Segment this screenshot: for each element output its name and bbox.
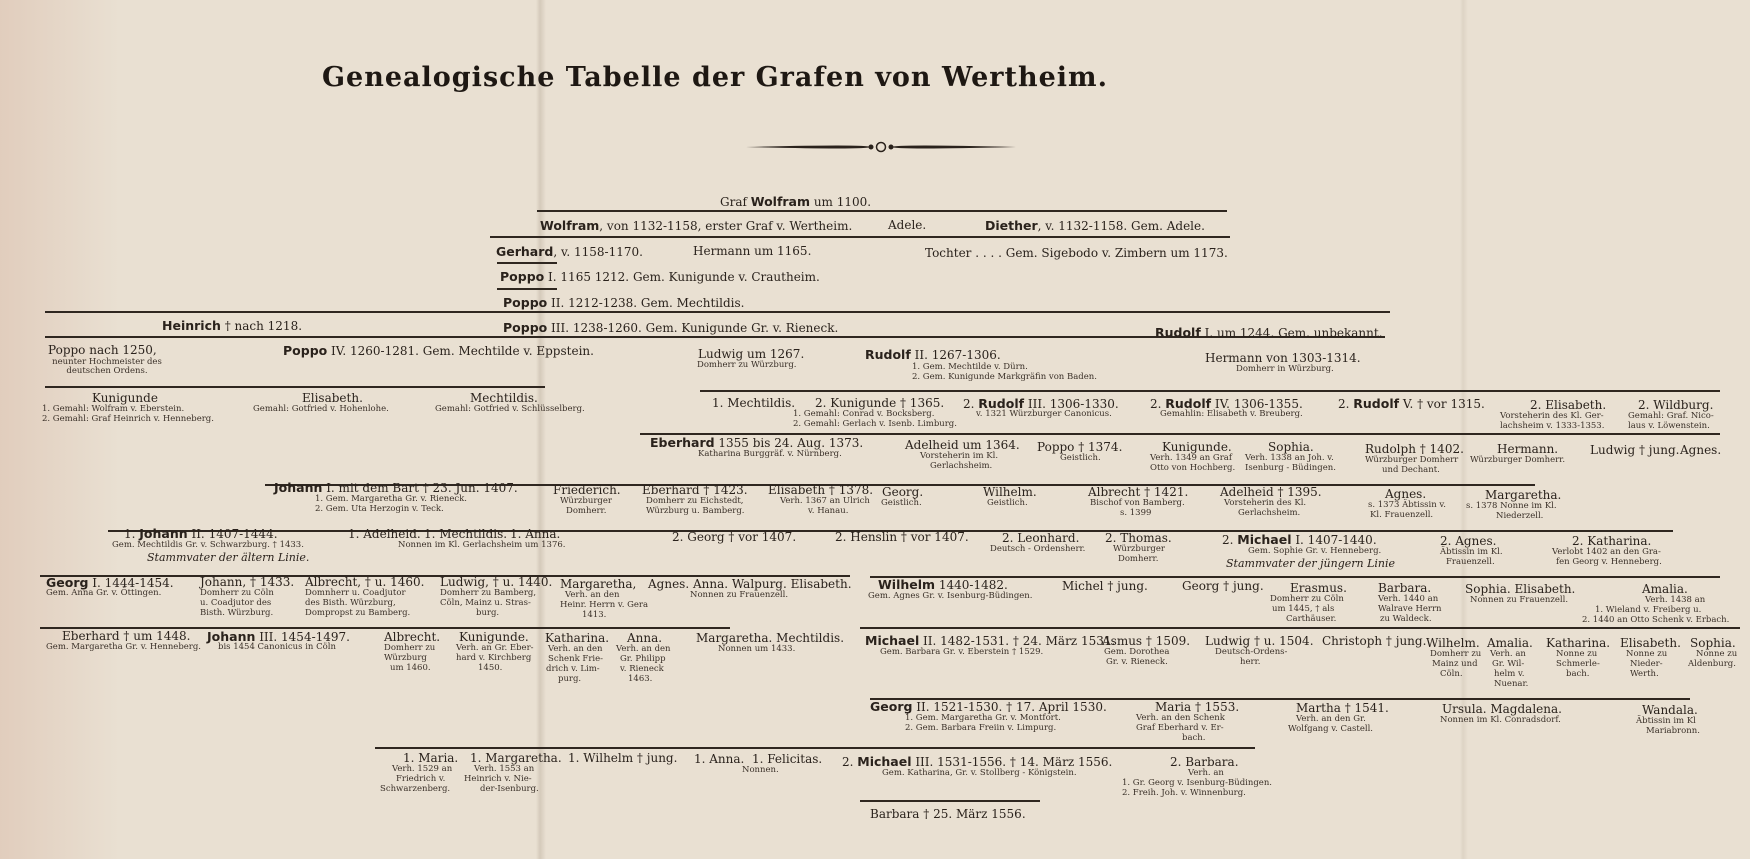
person-friederich: Friederich. bbox=[553, 483, 621, 497]
person-christoph: Christoph † jung. bbox=[1322, 634, 1427, 648]
note: v. Rieneck bbox=[620, 664, 664, 674]
note: neunter Hochmeister des deutschen Ordens. bbox=[52, 357, 162, 376]
note: Äbtissin im Kl bbox=[1636, 716, 1696, 726]
person-amalia-2: Amalia. bbox=[1487, 636, 1533, 650]
person-wandala: Wandala. bbox=[1642, 703, 1698, 717]
note: s. 1378 Nonne im Kl. bbox=[1466, 501, 1557, 511]
note: Carthäuser. bbox=[1286, 614, 1337, 624]
note: burg. bbox=[476, 608, 500, 618]
gen-line bbox=[700, 390, 1720, 392]
note: s. 1373 Äbtissin v. bbox=[1368, 500, 1446, 510]
person-wilhelm-jung: 1. Wilhelm † jung. bbox=[568, 751, 678, 765]
gen-line bbox=[860, 627, 1740, 629]
person-margaretha-3: 1. Margaretha. bbox=[470, 751, 562, 765]
note: 1. Gemahl: Wolfram v. Eberstein. bbox=[42, 404, 185, 414]
note: v. Hanau. bbox=[808, 506, 849, 516]
note: um 1460. bbox=[390, 663, 431, 673]
gen-line bbox=[537, 210, 1227, 212]
note: Gem. Anna Gr. v. Öttingen. bbox=[46, 588, 162, 598]
note: Nonne zu bbox=[1696, 649, 1738, 659]
person-mechtildis-1: 1. Mechtildis. bbox=[712, 396, 796, 410]
note: drich v. Lim- bbox=[546, 664, 600, 674]
note: Verh. an den bbox=[616, 644, 671, 654]
person-albrecht: Albrecht. bbox=[384, 630, 441, 644]
note: Dompropst zu Bamberg. bbox=[305, 608, 411, 618]
person-elisabeth-1378: Elisabeth † 1378. bbox=[768, 483, 874, 497]
gen-line bbox=[860, 800, 1040, 802]
person-asmus: Asmus † 1509. bbox=[1102, 634, 1191, 648]
note: Verh. 1440 an bbox=[1378, 594, 1439, 604]
note: Vorsteherin des Kl. Ger- bbox=[1500, 411, 1604, 421]
person-johann-1433: Johann, † 1433. bbox=[200, 575, 295, 589]
note: Verh. an den bbox=[565, 590, 620, 600]
note: des Bisth. Würzburg, bbox=[305, 598, 396, 608]
note: Walrave Herrn bbox=[1378, 604, 1442, 614]
person-agnes-2: Agnes. bbox=[1385, 487, 1427, 501]
title-ornament bbox=[746, 140, 1016, 154]
note: Würzburg u. Bamberg. bbox=[646, 506, 745, 516]
person-rudolf-4: 2. Rudolf IV. 1306-1355. bbox=[1150, 396, 1303, 411]
person-ludwig-1504: Ludwig † u. 1504. bbox=[1205, 634, 1314, 648]
note: Cöln. bbox=[1440, 669, 1463, 679]
note: Kl. Frauenzell. bbox=[1370, 510, 1434, 520]
note: u. Coadjutor des bbox=[200, 598, 272, 608]
person-diether: Diether, v. 1132-1158. Gem. Adele. bbox=[985, 218, 1205, 233]
person-rudolf-1: Rudolf I. um 1244. Gem. unbekannt. bbox=[1155, 325, 1383, 340]
person-barbara-2: 2. Barbara. bbox=[1170, 755, 1239, 769]
gen-line bbox=[45, 311, 1390, 313]
note: bis 1454 Canonicus in Cöln bbox=[218, 642, 336, 652]
note: Verh. 1553 an bbox=[474, 764, 535, 774]
person-michael-2: Michael II. 1482-1531. † 24. März 1531. bbox=[865, 633, 1116, 648]
person-poppo-2: Poppo II. 1212-1238. Gem. Mechtildis. bbox=[503, 295, 745, 310]
person-mechtildis: Mechtildis. bbox=[470, 391, 538, 405]
note: Gr. Philipp bbox=[620, 654, 666, 664]
note: Gem. Katharina, Gr. v. Stollberg - Königstein. bbox=[882, 768, 1077, 778]
note: Gemahlin: Elisabeth v. Breuberg. bbox=[1160, 409, 1303, 419]
person-albrecht-1460: Albrecht, † u. 1460. bbox=[305, 575, 425, 589]
person-michel-jung: Michel † jung. bbox=[1062, 579, 1148, 593]
note: Domherr zu Eichstedt, bbox=[646, 496, 744, 506]
note: Gemahl: Graf. Nico- bbox=[1628, 411, 1714, 421]
note: 1. Gem. Mechtilde v. Dürn. bbox=[912, 362, 1028, 372]
person-wolfram: Wolfram, von 1132-1158, erster Graf v. Wertheim. bbox=[540, 218, 853, 233]
note: Domherr in Würzburg. bbox=[1236, 364, 1334, 374]
person-erasmus: Erasmus. bbox=[1290, 581, 1347, 595]
person-poppo-1374: Poppo † 1374. bbox=[1037, 440, 1123, 454]
note: Bisth. Würzburg. bbox=[200, 608, 274, 618]
person-adelheid: 1. Adelheid. bbox=[348, 527, 421, 541]
note: Gem. Sophie Gr. v. Henneberg. bbox=[1248, 546, 1382, 556]
note: Niederzell. bbox=[1496, 511, 1544, 521]
note: Aldenburg. bbox=[1688, 659, 1736, 669]
person-henslin: 2. Henslin † vor 1407. bbox=[835, 530, 969, 544]
note: Domherr. bbox=[1118, 554, 1159, 564]
note: Gem. Mechtildis Gr. v. Schwarzburg. † 1433. bbox=[112, 540, 304, 550]
person-ludwig-jung: Ludwig † jung. bbox=[1590, 443, 1680, 457]
note: 2. Gemahl: Graf Heinrich v. Henneberg. bbox=[42, 414, 214, 424]
person-sophia-elisabeth: Sophia. Elisabeth. bbox=[1465, 582, 1576, 596]
note: Domherr. bbox=[566, 506, 607, 516]
note: 2. Gem. Uta Herzogin v. Teck. bbox=[315, 504, 444, 514]
note: Nonnen um 1433. bbox=[718, 644, 796, 654]
person-thomas: 2. Thomas. bbox=[1105, 531, 1172, 545]
note: Nonne zu bbox=[1626, 649, 1668, 659]
person-kunigunde-3: Kunigunde. bbox=[1162, 440, 1232, 454]
note: Nuenar. bbox=[1494, 679, 1529, 689]
gen-line bbox=[45, 386, 545, 388]
note: Nonnen im Kl. Gerlachsheim um 1376. bbox=[398, 540, 566, 550]
note: Schmerle- bbox=[1556, 659, 1600, 669]
note: 2. Gem. Barbara Freiin v. Limpurg. bbox=[905, 723, 1057, 733]
person-rudolf-2: Rudolf II. 1267-1306. bbox=[865, 347, 1001, 362]
note: Domherr zu Cöln bbox=[200, 588, 274, 598]
note: Domherr zu Würzburg. bbox=[697, 360, 797, 370]
person-elisabeth-2: 2. Elisabeth. bbox=[1530, 398, 1607, 412]
note: Nonnen. bbox=[742, 765, 779, 775]
note: Wolfgang v. Castell. bbox=[1288, 724, 1373, 734]
note: Gerlachsheim. bbox=[930, 461, 993, 471]
note: Verh. 1367 an Ulrich bbox=[780, 496, 870, 506]
note: Schwarzenberg. bbox=[380, 784, 451, 794]
note: Würzburger bbox=[560, 496, 612, 506]
note: Äbtissin im Kl. bbox=[1440, 547, 1503, 557]
person-katharina: 2. Katharina. bbox=[1572, 534, 1652, 548]
note: Verh. 1438 an bbox=[1645, 595, 1706, 605]
person-rudolf-5: 2. Rudolf V. † vor 1315. bbox=[1338, 396, 1485, 411]
gen-line bbox=[497, 288, 557, 290]
note: Deutsch - Ordensherr. bbox=[990, 544, 1086, 554]
note: Domherr zu Bamberg, bbox=[440, 588, 537, 598]
note: Domherr zu Cöln bbox=[1270, 594, 1344, 604]
person-albrecht-1421: Albrecht † 1421. bbox=[1088, 485, 1189, 499]
note: laus v. Löwenstein. bbox=[1628, 421, 1710, 431]
person-katharina-2: Katharina. bbox=[545, 631, 610, 645]
note: der-Isenburg. bbox=[480, 784, 539, 794]
note: Schenk Frie- bbox=[548, 654, 603, 664]
note: Otto von Hochberg. bbox=[1150, 463, 1236, 473]
note: Gr. v. Rieneck. bbox=[1106, 657, 1168, 667]
person-poppo-1: Poppo I. 1165 1212. Gem. Kunigunde v. Crautheim. bbox=[500, 269, 820, 284]
note: v. 1321 Würzburger Canonicus. bbox=[976, 409, 1112, 419]
gen-line bbox=[640, 433, 1720, 435]
note: Nieder- bbox=[1630, 659, 1663, 669]
note: hard v. Kirchberg bbox=[456, 653, 532, 663]
person-georg-jung: Georg † jung. bbox=[1182, 579, 1264, 593]
note: helm v. bbox=[1494, 669, 1525, 679]
person-wildburg: 2. Wildburg. bbox=[1638, 398, 1714, 412]
note: Mainz und bbox=[1432, 659, 1478, 669]
note: Gemahl: Gotfried v. Hohenlohe. bbox=[253, 404, 389, 414]
person-kunigunde-2: 2. Kunigunde † 1365. bbox=[815, 396, 945, 410]
note: s. 1399 bbox=[1120, 508, 1152, 518]
person-maria-1553: Maria † 1553. bbox=[1155, 700, 1240, 714]
note: herr. bbox=[1240, 657, 1261, 667]
note: Gem. Margaretha Gr. v. Henneberg. bbox=[46, 642, 202, 652]
line-label: Stammvater der ältern Linie. bbox=[147, 551, 310, 564]
person-eberhard-1448: Eberhard † um 1448. bbox=[62, 629, 191, 643]
line-label: Stammvater der jüngern Linie bbox=[1226, 557, 1396, 570]
note: Verh. 1338 an Joh. v. bbox=[1245, 453, 1334, 463]
person-katharina-3: Katharina. bbox=[1546, 636, 1611, 650]
note: Katharina Burggräf. v. Nürnberg. bbox=[698, 449, 842, 459]
person-mechtildis-2: 1. Mechtildis. bbox=[424, 527, 508, 541]
person-wilhelm: Wilhelm. bbox=[983, 485, 1037, 499]
note: purg. bbox=[558, 674, 582, 684]
person-maria: 1. Maria. bbox=[403, 751, 459, 765]
note: Nonnen im Kl. Conradsdorf. bbox=[1440, 715, 1561, 725]
person-adele: Adele. bbox=[888, 218, 927, 232]
person-kunigunde: Kunigunde bbox=[92, 391, 158, 405]
note: Friedrich v. bbox=[396, 774, 446, 784]
person-felicitas: 1. Felicitas. bbox=[752, 752, 823, 766]
note: Gerlachsheim. bbox=[1238, 508, 1301, 518]
person-heinrich: Heinrich † nach 1218. bbox=[162, 318, 303, 333]
person-anna: 1. Anna. bbox=[510, 527, 561, 541]
person-michael-1: 2. Michael I. 1407-1440. bbox=[1222, 532, 1377, 547]
person-rudolph-1402: Rudolph † 1402. bbox=[1365, 442, 1464, 456]
note: Mariabronn. bbox=[1646, 726, 1700, 736]
note: bach. bbox=[1566, 669, 1590, 679]
note: Isenburg - Büdingen. bbox=[1245, 463, 1336, 473]
person-georg-vor1407: 2. Georg † vor 1407. bbox=[672, 530, 797, 544]
note: Verh. an bbox=[1490, 649, 1526, 659]
note: und Dechant. bbox=[1382, 465, 1440, 475]
note: Werth. bbox=[1630, 669, 1659, 679]
person-michael-3: 2. Michael III. 1531-1556. † 14. März 1556. bbox=[842, 754, 1113, 769]
note: Verh. 1349 an Graf bbox=[1150, 453, 1232, 463]
note: Gem. Dorothea bbox=[1104, 647, 1170, 657]
note: Domnherr u. Coadjutor bbox=[305, 588, 406, 598]
person-poppo-3: Poppo III. 1238-1260. Gem. Kunigunde Gr. v. Rieneck. bbox=[503, 320, 839, 335]
person-georg-2: Georg II. 1521-1530. † 17. April 1530. bbox=[870, 699, 1107, 714]
person-johann-3: Johann III. 1454-1497. bbox=[207, 629, 350, 644]
person-leonhard: 2. Leonhard. bbox=[1002, 531, 1080, 545]
note: zu Waldeck. bbox=[1380, 614, 1432, 624]
note: Bischof von Bamberg. bbox=[1090, 498, 1185, 508]
note: Nonne zu bbox=[1556, 649, 1598, 659]
note: 1. Gem. Margaretha Gr. v. Rieneck. bbox=[315, 494, 467, 504]
note: Deutsch-Ordens- bbox=[1215, 647, 1288, 657]
gen-line bbox=[375, 747, 1255, 749]
person-anna-2: Anna. bbox=[627, 631, 663, 645]
person-anna-3: 1. Anna. bbox=[694, 752, 745, 766]
note: Verh. an den bbox=[548, 644, 603, 654]
gen-line bbox=[490, 236, 1230, 238]
note: Heinrich v. Nie- bbox=[464, 774, 532, 784]
note: Verh. an bbox=[1188, 768, 1224, 778]
person-ludwig-1440: Ludwig, † u. 1440. bbox=[440, 575, 553, 589]
person-margaretha-mechtildis: Margaretha. Mechtildis. bbox=[696, 631, 845, 645]
note: Domherr zu bbox=[384, 643, 436, 653]
person-poppo-4: Poppo IV. 1260-1281. Gem. Mechtilde v. Eppstein. bbox=[283, 343, 594, 358]
note: bach. bbox=[1182, 733, 1206, 743]
note: Vorsteherin im Kl. bbox=[920, 451, 999, 461]
note: 1. Gr. Georg v. Isenburg-Büdingen. bbox=[1122, 778, 1272, 788]
person-georg: Georg. bbox=[882, 485, 924, 499]
note: Gem. Barbara Gr. v. Eberstein † 1529. bbox=[880, 647, 1044, 657]
person-barbara: Barbara. bbox=[1378, 581, 1432, 595]
note: Würzburg bbox=[384, 653, 427, 663]
note: 1463. bbox=[628, 674, 653, 684]
note: Geistlich. bbox=[1060, 453, 1101, 463]
note: 2. Freih. Joh. v. Winnenburg. bbox=[1122, 788, 1246, 798]
person-ludwig-1267: Ludwig um 1267. bbox=[698, 347, 805, 361]
note: Gem. Agnes Gr. v. Isenburg-Büdingen. bbox=[868, 591, 1033, 601]
person-eberhard-1423: Eberhard † 1423. bbox=[642, 483, 748, 497]
person-amalia: Amalia. bbox=[1642, 582, 1688, 596]
person-kunigunde-4: Kunigunde. bbox=[459, 630, 529, 644]
note: Graf Eberhard v. Er- bbox=[1136, 723, 1224, 733]
note: 1. Gem. Margaretha Gr. v. Montfort. bbox=[905, 713, 1061, 723]
note: Vorsteherin des Kl. bbox=[1224, 498, 1307, 508]
note: Verh. an den Gr. bbox=[1296, 714, 1366, 724]
note: Nonnen zu Frauenzell. bbox=[690, 590, 789, 600]
person-barbara-1556: Barbara † 25. März 1556. bbox=[870, 807, 1026, 821]
person-adelheid-1395: Adelheid † 1395. bbox=[1220, 485, 1322, 499]
person-eberhard-1355: Eberhard 1355 bis 24. Aug. 1373. bbox=[650, 435, 864, 450]
person-elisabeth-3: Elisabeth. bbox=[1620, 636, 1681, 650]
note: Verh. an Gr. Eber- bbox=[456, 643, 534, 653]
person-margaretha-2: Margaretha, bbox=[560, 577, 637, 591]
person-ursula-magdalena: Ursula. Magdalena. bbox=[1442, 702, 1562, 716]
person-agnes-3: 2. Agnes. bbox=[1440, 534, 1497, 548]
note: Würzburger Domherr. bbox=[1470, 455, 1566, 465]
note: 1450. bbox=[478, 663, 503, 673]
person-sophia-2: Sophia. bbox=[1690, 636, 1736, 650]
person-johann-2: 1. Johann II. 1407-1444. bbox=[124, 526, 278, 541]
person-martha: Martha † 1541. bbox=[1296, 701, 1389, 715]
note: 1. Wieland v. Freiberg u. bbox=[1595, 605, 1702, 615]
person-adelheid-1364: Adelheid um 1364. bbox=[905, 438, 1020, 452]
person-margaretha: Margaretha. bbox=[1485, 488, 1562, 502]
person-elisabeth: Elisabeth. bbox=[302, 391, 363, 405]
note: Gr. Wil- bbox=[1492, 659, 1525, 669]
note: 2. 1440 an Otto Schenk v. Erbach. bbox=[1582, 615, 1730, 625]
person-hermann-1303: Hermann von 1303-1314. bbox=[1205, 351, 1361, 365]
note: fen Georg v. Henneberg. bbox=[1556, 557, 1662, 567]
note: Würzburger Domherr bbox=[1365, 455, 1459, 465]
person-rudolf-3: 2. Rudolf III. 1306-1330. bbox=[963, 396, 1119, 411]
person-georg-1: Georg I. 1444-1454. bbox=[46, 575, 174, 590]
person-agnes-anna: Agnes. Anna. Walpurg. Elisabeth. bbox=[648, 577, 852, 591]
person-wilhelm-2: Wilhelm. bbox=[1426, 636, 1480, 650]
note: um 1445, † als bbox=[1272, 604, 1335, 614]
note: Heinr. Herrn v. Gera bbox=[560, 600, 649, 610]
person-agnes: Agnes. bbox=[1680, 443, 1722, 457]
person-gerhard: Gerhard, v. 1158-1170. bbox=[496, 244, 643, 259]
person-hermann-1165: Hermann um 1165. bbox=[693, 244, 812, 258]
note: Geistlich. bbox=[881, 498, 922, 508]
note: Frauenzell. bbox=[1446, 557, 1495, 567]
note: Domherr zu bbox=[1430, 649, 1482, 659]
note: 2. Gemahl: Gerlach v. Isenb. Limburg. bbox=[793, 419, 957, 429]
person-poppo-1250: Poppo nach 1250, bbox=[48, 343, 157, 357]
person-hermann: Hermann. bbox=[1497, 442, 1559, 456]
note: Geistlich. bbox=[987, 498, 1028, 508]
note: Gemahl: Gotfried v. Schlüsselberg. bbox=[435, 404, 585, 414]
note: 1. Gemahl: Conrad v. Bocksberg. bbox=[793, 409, 935, 419]
note: 2. Gem. Kunigunde Markgräfin von Baden. bbox=[912, 372, 1097, 382]
note: Verh. an den Schenk bbox=[1136, 713, 1225, 723]
note: Nonnen zu Frauenzell. bbox=[1470, 595, 1569, 605]
person-wolfram-1100: Graf Wolfram um 1100. bbox=[720, 194, 872, 209]
note: Verh. 1529 an bbox=[392, 764, 453, 774]
note: Würzburger bbox=[1113, 544, 1165, 554]
note: Verlobt 1402 an den Gra- bbox=[1552, 547, 1661, 557]
person-tochter: Tochter . . . . Gem. Sigebodo v. Zimbern um 1173. bbox=[925, 246, 1228, 260]
note: lachsheim v. 1333-1353. bbox=[1500, 421, 1605, 431]
note: Cöln, Mainz u. Stras- bbox=[440, 598, 531, 608]
person-wilhelm-1440: Wilhelm 1440-1482. bbox=[878, 577, 1008, 592]
person-sophia: Sophia. bbox=[1268, 440, 1314, 454]
person-johann-1: Johann I. mit dem Bart † 23. Jun. 1407. bbox=[274, 480, 518, 495]
note: 1413. bbox=[582, 610, 607, 620]
gen-line bbox=[497, 262, 557, 264]
table-title: Genealogische Tabelle der Grafen von Wertheim. bbox=[322, 62, 1108, 93]
